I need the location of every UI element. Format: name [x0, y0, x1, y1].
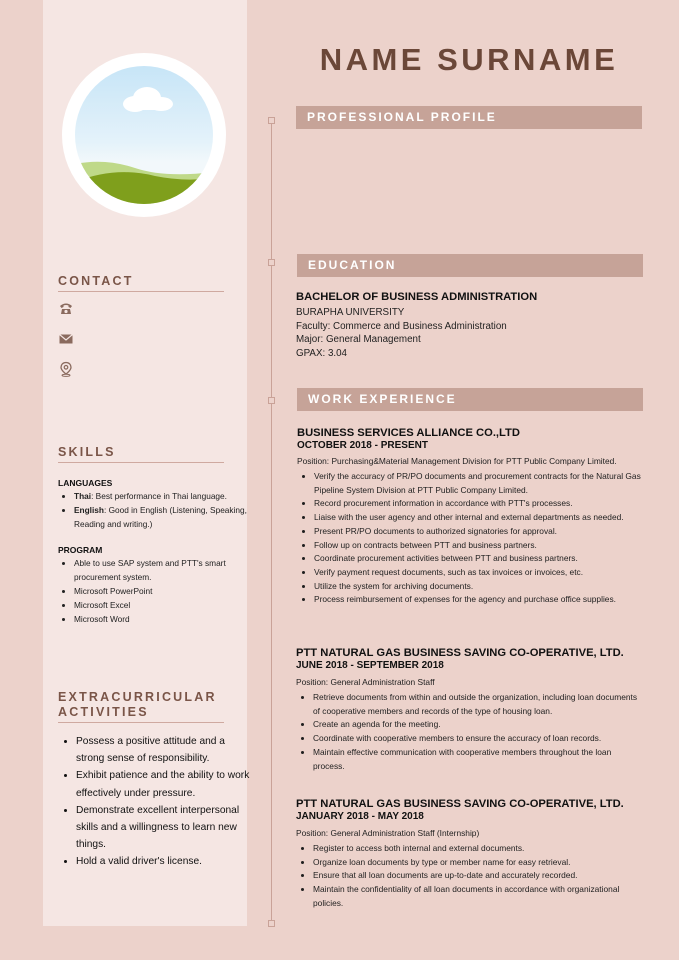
list-item: • Ensure that all loan documents are up-to-date and accurately recorded. [313, 869, 643, 883]
list-item: • Thai: Best performance in Thai language. [74, 489, 258, 503]
list-item: • Register to access both internal and external documents. [313, 842, 643, 856]
languages-list [58, 489, 258, 531]
list-item: • Able to use SAP system and PTT's smart procurement system. [74, 556, 254, 584]
list-item: • Retrieve documents from within and outside the organization, including loan documents of cooperative members and records of the type of housing loan. [313, 691, 643, 718]
job-dates: JANUARY 2018 - MAY 2018 [296, 811, 424, 822]
list-item: • Organize loan documents by type or member name for easy retrieval. [313, 856, 643, 870]
job-entry [296, 647, 658, 773]
duty-list [296, 691, 643, 773]
list-item: • Coordinate with cooperative members to ensure the accuracy of loan records. [313, 732, 643, 746]
job-position: Position: General Administration Staff (Internship) [296, 828, 480, 838]
list-item: • Maintain the confidentiality of all loan documents in accordance with organizational policies. [313, 883, 643, 910]
list-item: • Microsoft Word [74, 612, 254, 626]
education-entry [296, 291, 646, 360]
list-item: • Exhibit patience and the ability to work effectively under pressure. [76, 767, 252, 801]
list-item: • Process reimbursement of expenses for the agency and purchase office supplies. [314, 593, 654, 607]
extracurricular-heading: EXTRACURRICULAR ACTIVITIES [58, 690, 224, 723]
timeline-marker [268, 117, 275, 124]
major: Major: General Management [296, 334, 421, 345]
job-entry [297, 427, 659, 607]
job-dates: JUNE 2018 - SEPTEMBER 2018 [296, 660, 444, 671]
company-name: PTT NATURAL GAS BUSINESS SAVING CO-OPERATIVE, LTD. [296, 798, 624, 810]
job-dates: OCTOBER 2018 - PRESENT [297, 440, 428, 451]
program-list [58, 556, 254, 626]
list-item: • Follow up on contracts between PTT and business partners. [314, 539, 654, 553]
education-heading: EDUCATION [297, 254, 643, 277]
university: BURAPHA UNIVERSITY [296, 307, 405, 318]
list-item: • Create an agenda for the meeting. [313, 718, 643, 732]
job-entry [296, 798, 658, 911]
list-item: • Demonstrate excellent interpersonal skills and a willingness to learn new things. [76, 802, 252, 854]
skills-heading: SKILLS [58, 445, 224, 463]
company-name: PTT NATURAL GAS BUSINESS SAVING CO-OPERATIVE, LTD. [296, 647, 624, 659]
duty-list [296, 842, 643, 911]
duty-list [297, 470, 654, 607]
timeline-marker [268, 920, 275, 927]
timeline-marker [268, 259, 275, 266]
job-position: Position: Purchasing&Material Management Division for PTT Public Company Limited. [297, 456, 617, 466]
list-item: • Record procurement information in accordance with PTT's processes. [314, 497, 654, 511]
page-title: NAME SURNAME [319, 42, 619, 77]
work-heading: WORK EXPERIENCE [297, 388, 643, 411]
list-item: • Verify payment request documents, such as tax invoices or invoices, etc. [314, 566, 654, 580]
profile-photo-frame [62, 53, 226, 217]
job-position: Position: General Administration Staff [296, 677, 435, 687]
list-item: • Utilize the system for archiving documents. [314, 580, 654, 594]
faculty: Faculty: Commerce and Business Administration [296, 320, 507, 332]
list-item: • Coordinate procurement activities between PTT and business partners. [314, 552, 654, 566]
list-item: • Maintain effective communication with cooperative members throughout the loan process. [313, 746, 643, 773]
languages-subheading: LANGUAGES [58, 478, 113, 488]
list-item: • Present PR/PO documents to authorized signatories for approval. [314, 525, 654, 539]
landscape-icon [75, 66, 213, 204]
list-item: • Hold a valid driver's license. [76, 853, 252, 870]
contact-heading: CONTACT [58, 274, 224, 292]
phone-icon [58, 300, 74, 316]
timeline-line [271, 120, 272, 924]
degree-title: BACHELOR OF BUSINESS ADMINISTRATION [296, 291, 538, 303]
list-item: • Liaise with the user agency and other internal and external departments as needed. [314, 511, 654, 525]
profile-photo-placeholder [75, 66, 213, 204]
program-subheading: PROGRAM [58, 545, 103, 555]
mail-icon [58, 331, 74, 347]
profile-heading: PROFESSIONAL PROFILE [296, 106, 642, 129]
gpax: GPAX: 3.04 [296, 347, 348, 359]
location-pin-icon [58, 361, 74, 377]
list-item: • Possess a positive attitude and a strong sense of responsibility. [76, 733, 252, 767]
list-item: • Microsoft Excel [74, 598, 254, 612]
list-item: • English: Good in English (Listening, Speaking, Reading and writing.) [74, 503, 258, 531]
list-item: • Microsoft PowerPoint [74, 584, 254, 598]
list-item: • Verify the accuracy of PR/PO documents and procurement contracts for the Natural Gas Pipeline System Division at PTT Public Company Limited. [314, 470, 654, 497]
extracurricular-list [58, 733, 252, 871]
company-name: BUSINESS SERVICES ALLIANCE CO.,LTD [297, 427, 520, 439]
timeline-marker [268, 397, 275, 404]
